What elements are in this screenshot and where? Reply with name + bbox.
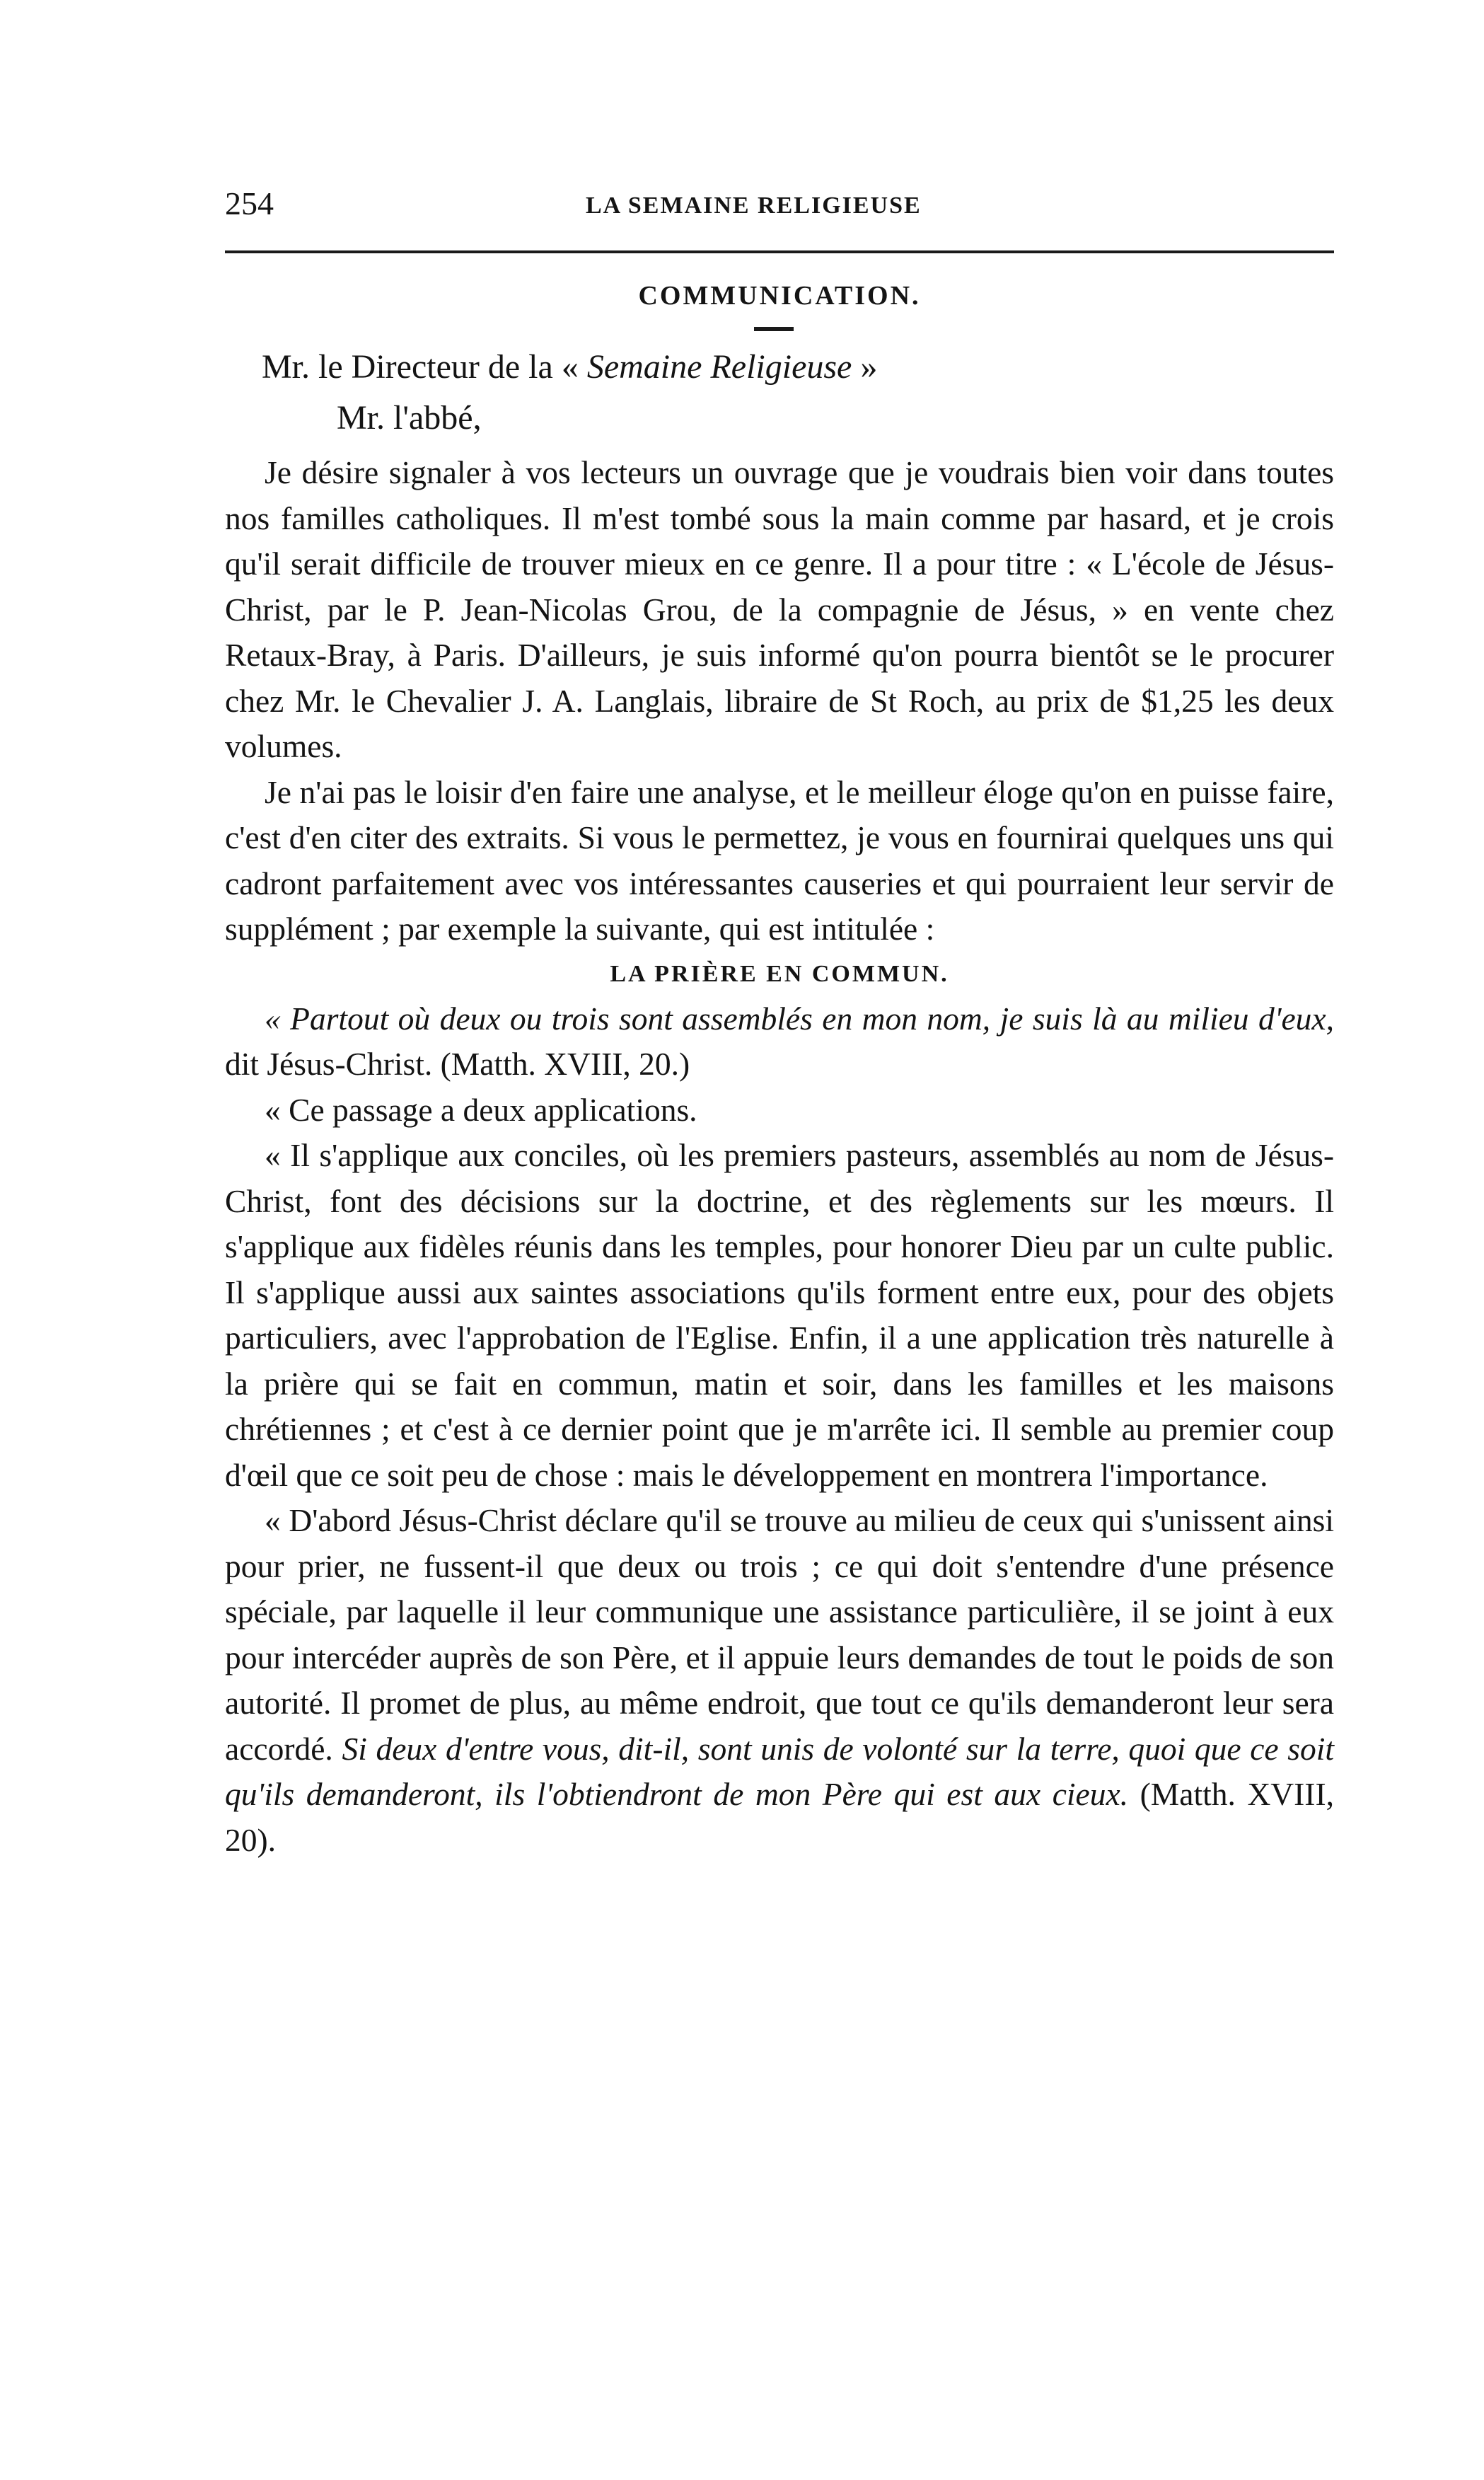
salutation: Mr. l'abbé,	[337, 399, 482, 437]
quote-heading: LA PRIÈRE EN COMMUN.	[610, 960, 949, 987]
paragraph-6-italic: Si deux d'entre vous, dit-il, sont unis de volonté sur la terre, quoi que ce soit qu'ils demanderont, ils l'obtiendront de mon Père qui est aux cieux.	[225, 1730, 1334, 1812]
page-number: 254	[225, 185, 274, 221]
paragraph-6	[225, 1498, 1334, 1863]
addressee-prefix: Mr. le Directeur de la «	[262, 348, 587, 386]
paragraph-6-end: (Matth. XVIII, 20).	[225, 1776, 1334, 1858]
page-header	[225, 183, 1334, 232]
paragraph-scripture-quote	[225, 996, 1334, 1088]
paragraph-2: Je n'ai pas le loisir d'en faire une analyse, et le meilleur éloge qu'on en puisse faire, c'est d'en citer des extraits. Si vous le permettez, je vous en fournirai quelques uns qui cadront parfaitement avec vos intéressantes causeries et qui pourraient leur servir de supplément ; par exemple la suivante, qui est intitulée :	[225, 773, 1334, 947]
addressee-line	[262, 344, 877, 391]
section-title: COMMUNICATION.	[638, 281, 921, 311]
title-divider	[754, 327, 794, 331]
paragraph-4: « Ce passage a deux applications.	[265, 1091, 697, 1128]
publication-name: Semaine Religieuse	[586, 348, 852, 386]
paragraph-5: « Il s'applique aux conciles, où les premiers pasteurs, assemblés au nom de Jésus-Christ, font des décisions sur la doctrine, et des règlements sur les mœurs. Il s'applique aux fidèles réunis dans les temples, pour honorer Dieu par un culte public. Il s'applique aussi aux saintes associations qu'ils forment entre eux, pour des objets particuliers, avec l'approbation de l'Eglise. Enfin, il a une application très naturelle à la prière qui se fait en commun, matin et soir, dans les familles et les maisons chrétiennes ; et c'est à ce dernier point que je m'arrête ici. Il semble au premier coup d'œil que ce soit peu de chose : mais le développement en montrera l'importance.	[225, 1137, 1334, 1493]
running-head: LA SEMAINE RELIGIEUSE	[586, 192, 922, 219]
body-text	[225, 450, 1334, 1863]
scripture-quote-citation: dit Jésus-Christ. (Matth. XVIII, 20.)	[225, 1046, 690, 1082]
paragraph-1: Je désire signaler à vos lecteurs un ouvrage que je voudrais bien voir dans toutes nos familles catholiques. Il m'est tombé sous la main comme par hasard, et je crois qu'il serait difficile de trouver mieux en ce genre. Il a pour titre : « L'école de Jésus-Christ, par le P. Jean-Nicolas Grou, de la compagnie de Jésus, » en vente chez Retaux-Bray, à Paris. D'ailleurs, je suis informé qu'on pourra bientôt se le procurer chez Mr. le Chevalier J. A. Langlais, libraire de St Roch, au prix de $1,25 les deux volumes.	[225, 454, 1334, 764]
paragraph-6-start: « D'abord Jésus-Christ déclare qu'il se trouve au milieu de ceux qui s'unissent ainsi pour prier, ne fussent-il que deux ou trois ; ce qui doit s'entendre d'une présence spéciale, par laquelle il leur communique une assistance particulière, il se joint à eux pour intercéder auprès de son Père, et il appuie leurs demandes de tout le poids de son autorité. Il promet de plus, au même endroit, que tout ce qu'ils demanderont leur sera accordé.	[225, 1502, 1334, 1767]
addressee-suffix: »	[852, 348, 878, 386]
scripture-quote-italic: « Partout où deux ou trois sont assemblés en mon nom, je suis là au milieu d'eux,	[265, 1000, 1334, 1037]
header-rule	[225, 250, 1334, 253]
